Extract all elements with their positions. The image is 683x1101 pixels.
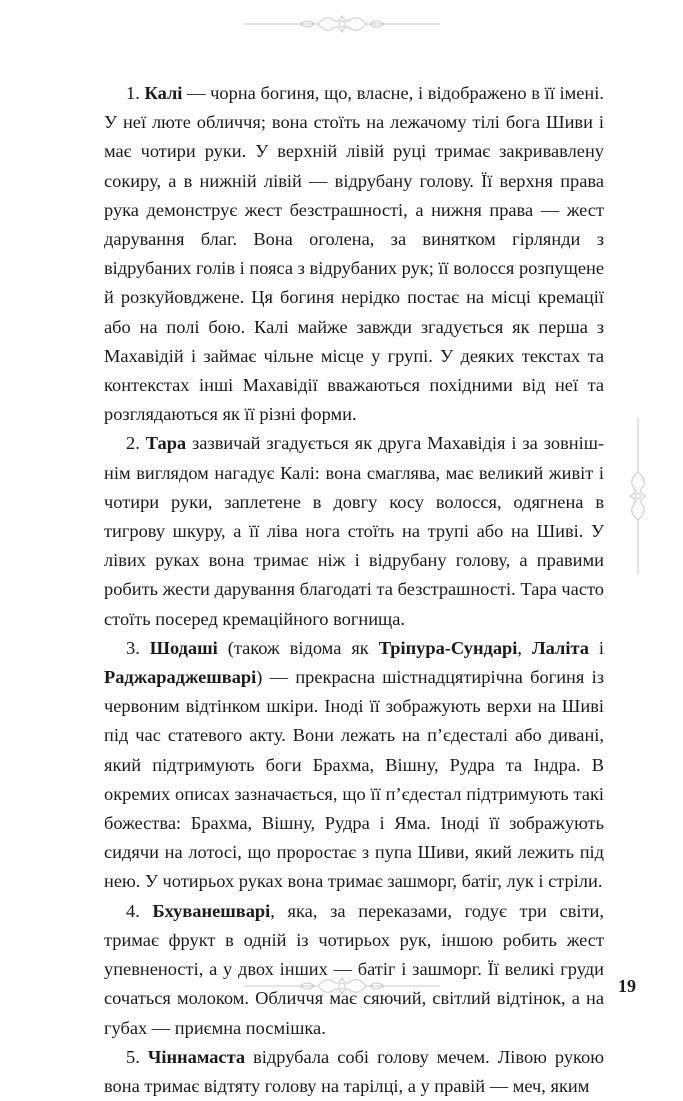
paragraph-text: ) — прекрасна шістнадцятирічна богиня із червоним відтінком шкіри. Іноді її зображують верхи на Шиві під час статевого акту. Вони лежать на п’єдесталі або дивані, який підтримують боги Брахма, Вішну, Рудра та Індра. В окремих описах зазначається, що її п’єдестал підтримують такі божества: Брахма, Вішну, Рудра і Яма. Іноді її зображують сидячи на лотосі, що проростає з пупа Шиви, який лежить під нею. У чотирьох руках вона тримає зашморг, батіг, лук і стріли. [104,667,604,892]
item-number: 3. [126,637,140,658]
alias-tripura-sundari: Тріпура-Сундарі [378,637,518,658]
paragraph-text: (також відома як [217,637,379,658]
paragraph-text: відрубала собі голову мечем. Лівою рукою вона тримає відтяту голову на тарілці, а у правій — меч, яким [104,1046,604,1096]
deity-name-tara: Тара [145,433,187,454]
paragraph-text: , [517,637,532,658]
page-number: 19 [618,976,636,996]
side-ornament-icon [626,418,650,574]
deity-name-shodashi: Шодаші [149,637,218,658]
item-number: 1. [126,83,140,103]
deity-name-chinnamasta: Чіннамаста [147,1046,246,1067]
deity-name-bhuvaneshvari: Бхуванешварі [152,900,271,921]
paragraph-kali [104,79,604,429]
bottom-ornament-icon [240,970,444,1002]
paragraph-chinnamasta [104,1043,604,1101]
paragraph-text: , яка, за переказами, годує три світи, тримає фрукт в одній із чотирьох рук, іншою робить жест упевненості, а у двох інших — батіг і зашморг. Її великі груди сочаться молоком. Обличчя має сяючий, світлий відтінок, а на губах — приємна посмішка. [104,900,604,1038]
paragraph-text: зазвичай згадується як друга Махавідія і за зовнішнім виглядом нагадує Калі: вона смаглява, має великий живіт і чотири руки, заплетене в довгу косу волосся, одягнена в тигрову шкуру, а її ліва нога стоїть на трупі або на Шиві. У лівих руках вона тримає ніж і відрубану голову, а правими робить жести дарування благодаті та безстрашності. Тара часто стоїть посеред кремаційного вогнища. [104,433,604,629]
paragraph-tara [104,429,604,633]
alias-rajarajeshvari: Раджараджешварі [104,667,257,688]
alias-lalita: Лаліта [531,637,589,658]
item-number: 5. [126,1046,140,1067]
item-number: 4. [126,900,140,921]
paragraph-shodashi [104,634,604,897]
deity-name-kali: Калі [144,83,183,103]
top-ornament-icon [240,8,444,40]
paragraph-text: і [588,637,604,658]
item-number: 2. [126,433,140,454]
body-text [104,79,604,1101]
paragraph-text: — чорна богиня, що, власне, і відображено в її імені. У неї люте обличчя; вона стоїть на лежачому тілі бога Шиви і має чотири руки. У верхній лівій руці тримає закривавлену сокиру, а в нижній лівій — відрубану голову. Її верхня права рука демонструє жест безстрашності, а нижня права — жест дарування благ. Вона оголена, за винятком гірлянди з відрубаних голів і пояса з відрубаних рук; її волосся розпущене й розкуйовджене. Ця богиня нерідко постає на місці кремації або на полі бою. Калі майже завжди згадується як перша з Махавідій і займає чільне місце у групі. У деяких текстах та контекстах інші Махавідії вважаються похідними від неї та розглядаються як її різні форми. [104,83,604,425]
